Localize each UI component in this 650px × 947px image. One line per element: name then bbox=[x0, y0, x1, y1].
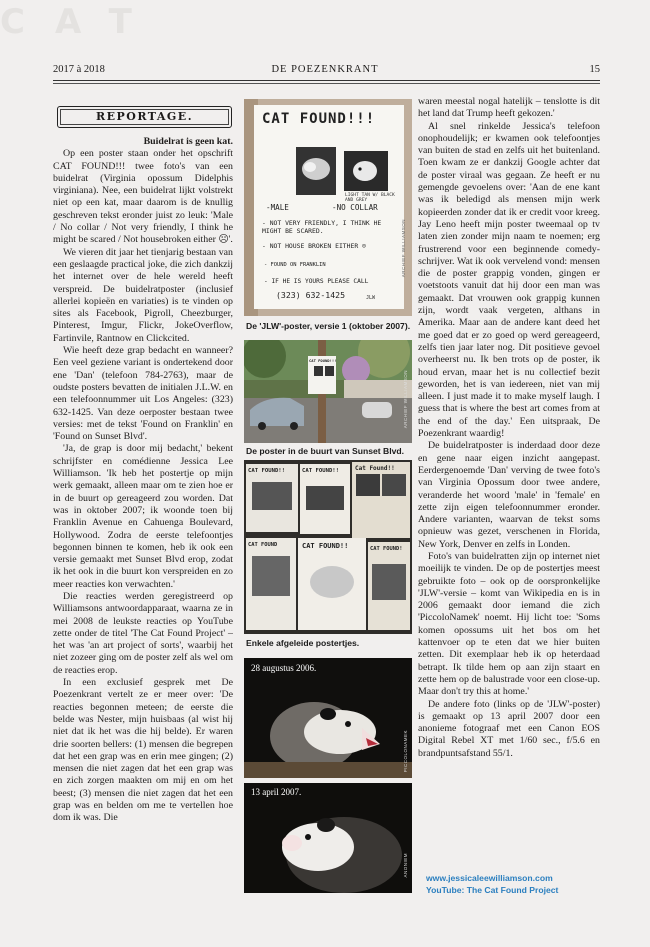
poster-signature: JLW bbox=[366, 295, 376, 301]
poster-photo-note: LIGHT TAN W/ BLACK AND GREY bbox=[345, 193, 395, 204]
photo-opossum-2007 bbox=[244, 783, 412, 893]
photo-credit: ARCHIEF WILLIAMSON bbox=[403, 370, 408, 429]
paragraph: We vieren dit jaar het tienjarig bestaan van een geslaagde practical joke, die zich dankzij het internet over de hele wereld heeft verspreid. De buidelratposter (inclusief allerlei kopieën en variaties) is te vinden op sites als Facebook, Pigroll, Cheezburger, Pinterest, Imgur, Flickr, JokeOverflow, Fartinvile, Rantnow en Clickcited. bbox=[53, 246, 233, 344]
header-rule-thin bbox=[53, 83, 600, 84]
photo-credit: ANONIEM bbox=[403, 853, 408, 878]
photo-credit: PICCOLONAMEK bbox=[403, 730, 408, 773]
page-number: 15 bbox=[589, 64, 600, 75]
opossum-date-label: 13 april 2007. bbox=[251, 787, 302, 797]
caption-sunset: De poster in de buurt van Sunset Blvd. bbox=[246, 446, 405, 456]
poster-phone: (323) 632-1425 bbox=[276, 290, 346, 300]
poster-line-friendly: - NOT VERY FRIENDLY, I THINK HE MIGHT BE SCARED. bbox=[262, 219, 382, 235]
paragraph: Wie heeft deze grap bedacht en wanneer? Een veel geziene variant is ondertekend door ene 'Dan' (telefoon 784-2763), maar de oudste posters bevatten de initialen J.L.W. en een telefoonnummer uit Los Angeles: (323) 632-1425. Van deze oerposter bestaan twee versies: met de tekst 'Found on Franklin' en 'Found on Sunset Blvd'. bbox=[53, 345, 233, 443]
caption-collage: Enkele afgeleide postertjes. bbox=[246, 638, 360, 648]
section-badge bbox=[57, 106, 232, 128]
poster-line-housebroken: - NOT HOUSE BROKEN EITHER ☹ bbox=[262, 242, 366, 250]
photo-sunset-street bbox=[244, 340, 412, 443]
collage-tile-title: CAT FOUND!! bbox=[302, 468, 340, 474]
opossum-photo-art bbox=[244, 658, 412, 778]
paragraph: Foto's van buidelratten zijn op internet niet moeilijk te vinden. De op de postertjes meest gebruikte foto – ook op de oorspronkelijke 'JLW'-versie – komt van Wikipedia en is in 2006 gemaakt door iemand die zich 'PiccoloNamek' noemt. Hij licht toe: 'Soms komen opossums uit het bos om het kattenvoer op te eten dat we hier buiten zetten. Dit exemplaar heb ik op heterdaad betrapt. Ik tilde hem op aan zijn staart en zette hem op de balustrade voor een close-up. Maar don't try this at home.' bbox=[418, 550, 600, 698]
article-lead: Buidelrat is geen kat. bbox=[143, 136, 233, 147]
opossum2-photo-art bbox=[244, 783, 412, 893]
collage-tile-title: Cat Found!! bbox=[355, 465, 395, 472]
poster-line-collar: -NO COLLAR bbox=[332, 203, 378, 212]
paragraph: Op een poster staan onder het opschrift CAT FOUND!!! twee foto's van een buidelrat (Virginia opossum Didelphis virginiana). Nee, een buidelrat lijkt volstrekt niet op een kat, maar daarom is de knullig geschreven tekst eronder juist zo leuk: 'Male / No collar / Not very friendly, I think he might be scared / Not housebroken either ☹'. bbox=[53, 148, 233, 246]
poster-line-male: -MALE bbox=[266, 203, 289, 212]
collage-tile-title: CAT FOUND!! bbox=[248, 468, 286, 474]
collage-tile-title: CAT FOUND!! bbox=[302, 542, 349, 550]
article-column-1 bbox=[53, 136, 233, 896]
youtube-link[interactable]: YouTube: The Cat Found Project bbox=[426, 885, 559, 895]
opossum-date-label: 28 augustus 2006. bbox=[251, 663, 317, 673]
photo-opossum-2006 bbox=[244, 658, 412, 778]
caption-jlw-poster: De 'JLW'-poster, versie 1 (oktober 2007). bbox=[246, 321, 411, 331]
street-poster-title: CAT FOUND!!! bbox=[309, 358, 337, 363]
section-badge-label: REPORTAGE. bbox=[95, 110, 194, 123]
street-photo-art bbox=[244, 340, 412, 443]
source-links bbox=[426, 872, 558, 896]
paragraph: 'Ja, de grap is door mij bedacht,' bekent schrijfster en comédienne Jessica Lee Williamson. 'Ik heb het postertje op mijn werk gemaakt, alleen maar om te zien hoe er in de buurt op gereageerd zou worden. Dat was in oktober 2007; ik woonde toen bij Franklin Avenue en Cahuenga Boulevard, Hollywood. Zodra de eerste telefoontjes begonnen binnen te komen, heb ik ook een versie gemaakt met Sunset Blvd erop, zodat ik het ook in die buurt kon verspreiden en zo meer reacties kon verwachten.' bbox=[53, 443, 233, 590]
photo-jlw-poster bbox=[244, 99, 412, 316]
paragraph: In een exclusief gesprek met De Poezenkrant vertelt ze er meer over: 'De reacties begonnen meteen; de eerste die belde was Nester, mijn huisbaas (al wist hij niet dat ik het was die hij belde). Er waren drie soorten bellers: (1) mensen die begrepen dat het een grap was en erin mee gingen; (2) mensen die niet zagen dat het een grap was en zich zorgen maakten om mij en om het beest; (3) mensen die niet zagen dat het een grap was en belden om me te vertellen hoe dom ik was. Die bbox=[53, 677, 233, 824]
website-link[interactable]: www.jessicaleewilliamson.com bbox=[426, 873, 553, 883]
header-masthead: DE POEZENKRANT bbox=[271, 64, 379, 75]
collage-tile-title: CAT FOUND! bbox=[370, 546, 403, 552]
article-column-3 bbox=[418, 96, 600, 886]
poster-line-call: - IF HE IS YOURS PLEASE CALL bbox=[264, 278, 369, 285]
paragraph: De andere foto (links op de 'JLW'-poster) is gemaakt op 13 april 2007 door een anonieme fotograaf met een Canon EOS Digital Rebel XT met 1/60 sec., f/5.6 en brandpuntsafstand 55/1. bbox=[418, 698, 600, 759]
header-rule bbox=[53, 80, 600, 81]
header-date: 2017 à 2018 bbox=[53, 64, 105, 75]
paragraph: Die reacties werden geregistreerd op Williamsons antwoordapparaat, waarna ze in mei 2008 de leukste reacties op YouTube zette onder de titel 'The Cat Found Project' – het was 'an art project of sorts', waarbij het niet zozeer ging om de poster zelf als wel om de reacties erop. bbox=[53, 590, 233, 676]
photo-collage bbox=[244, 460, 412, 634]
paragraph: waren meestal nogal hatelijk – tenslotte is dit het land dat Trump heeft gekozen.' bbox=[418, 96, 600, 120]
watermark-text: CAT bbox=[0, 2, 162, 42]
poster-title: CAT FOUND!!! bbox=[262, 111, 376, 127]
photo-credit: ARCHIEF WILLIAMSON bbox=[401, 219, 406, 278]
paragraph: Al snel rinkelde Jessica's telefoon onophoudelijk; er kwamen ook telefoontjes van buiten de stad en zelfs uit het buitenland. Toen kwam ze er dankzij Google achter dat de poster viraal was gegaan. Ze heeft er nu gemengde gevoelens over: 'Aan de ene kant was ik beledigd als mensen mijn werk kopieerden zonder dat ik er credit voor kreeg. Jay Leno heeft mijn poster tweemaal op tv laten zien zonder mijn naam te noemen; erg frustrerend voor een beginnende comedy-schrijver. Wat ik ook vervelend vond: mensen die de poster grappig vonden, gingen er voetstoots vanuit dat hij door een man was gemaakt. Dat vrouwen ook grappig kunnen zijn, wordt vaak vergeten, althans in Amerika. Maar aan de andere kant deed het me goed dat er zo goed op werd gereageerd, zelfs tien jaar later nog. Dit positieve gevoel overheerst nu. Ik ben trots op de poster, ik houd ervan, maar het is nu collectief bezit geworden, het is van iedereen, niet van mij alleen. I just made it to make myself laugh. I guess that is where the best art comes from at the end of the day.' Een uitspraak, De Poezenkrant waardig! bbox=[418, 120, 600, 440]
collage-tile-title: CAT FOUND bbox=[248, 542, 278, 548]
poster-line-found: - FOUND ON FRANKLIN bbox=[264, 262, 326, 268]
paragraph: De buidelratposter is inderdaad door deze en gene naar eigen inzicht aangepast. Eerdergenoemde 'Dan' verving de twee foto's van Virginia Opossum door twee andere, veranderde het woord 'male' in 'female' en zette zijn eigen telefoonnummer eronder. Andere varianten, waarvan de tekst soms opnieuw was gezet, verschenen in Florida, New York, Denver en zelfs in Londen. bbox=[418, 440, 600, 550]
